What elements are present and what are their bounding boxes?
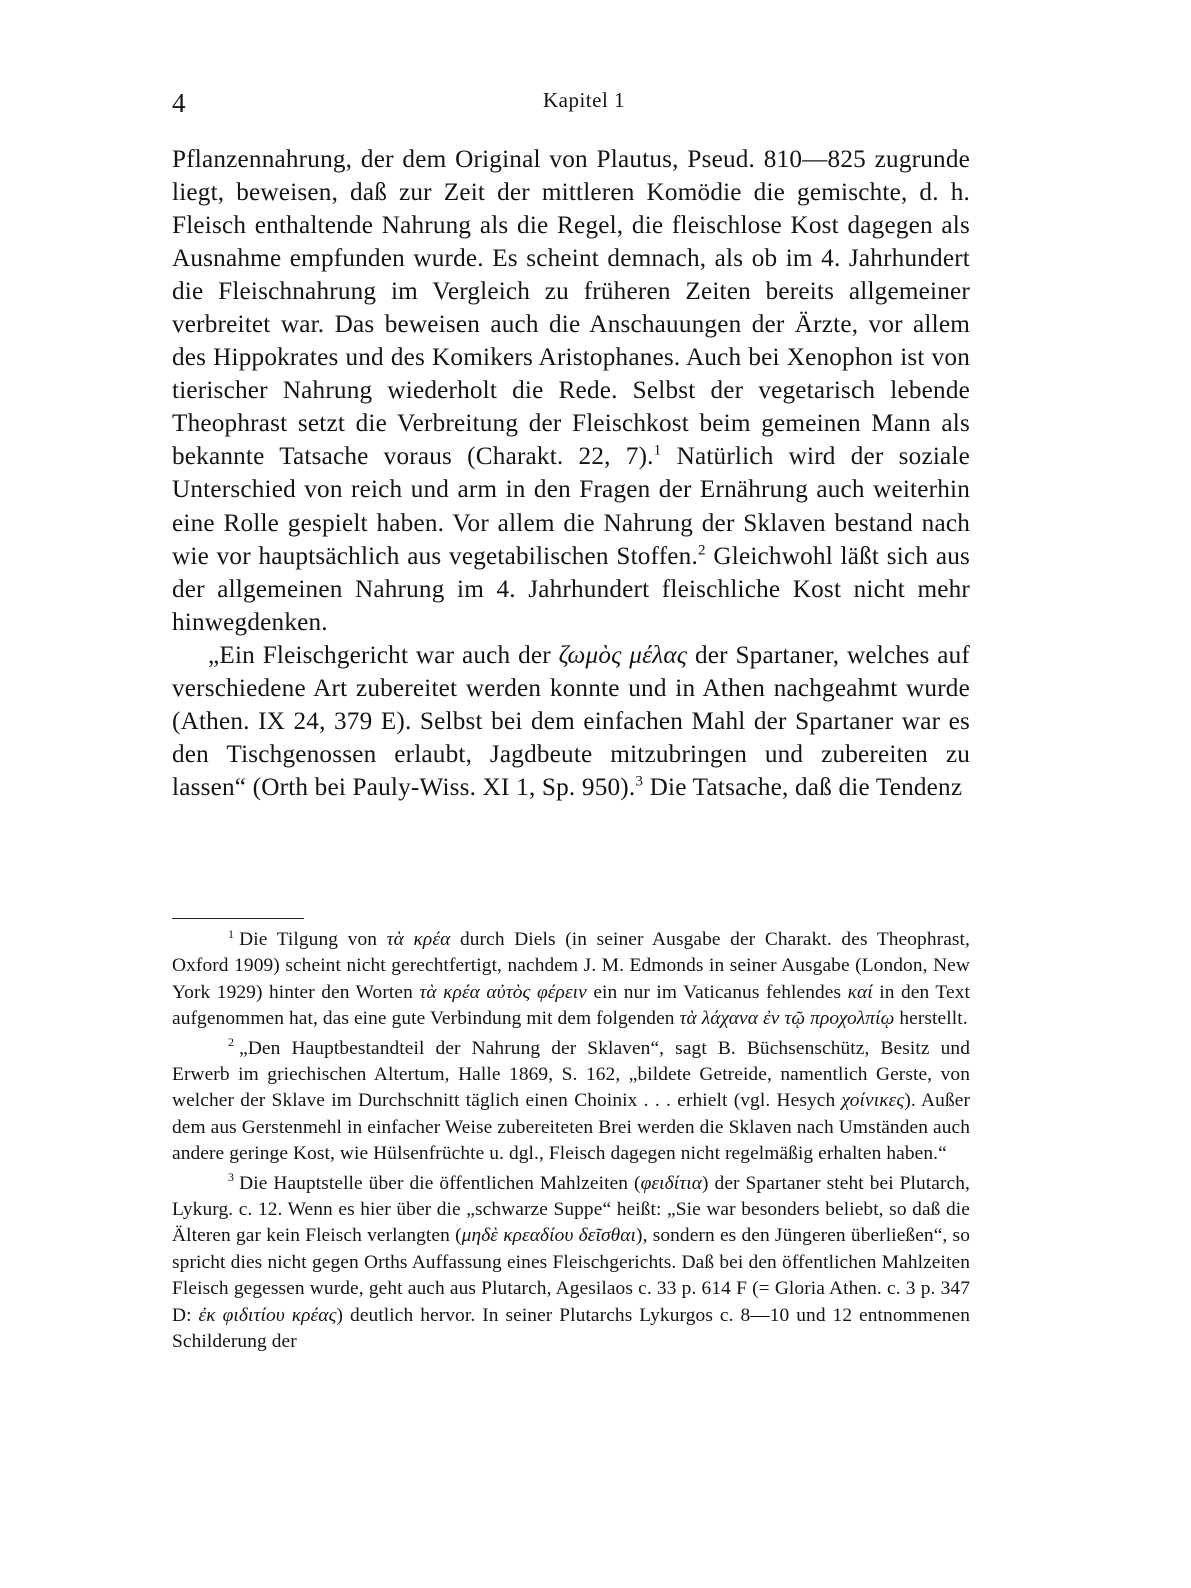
footnote-1-greek-2: τὰ κρέα αὐτὸς φέρειν <box>419 981 587 1003</box>
footnote-ref-1: 1 <box>653 443 662 460</box>
footnote-3-greek-2: μηδὲ κρεαδίου δεῖσθαι <box>461 1225 637 1247</box>
footnote-2-text-2: ). Außer dem aus Gerstenmehl in einfacher Weise zubereiteten Brei werden die Sklaven nach Umständen auch andere geringe Kost, wie Hülsenfrüchte u. dgl., Fleisch dagegen nicht regelmäßig erhalten haben.“ <box>172 1090 970 1165</box>
paragraph-1-text-b: Natürlich wird der soziale Unterschied von reich und arm in den Fragen der Ernährung auch weiterhin eine Rolle gespielt haben. Vor allem die Nahrung der Sklaven bestand nach wie vor hauptsächlich aus vegetabilischen Stoffen. <box>172 443 970 570</box>
footnote-3 <box>172 1171 970 1356</box>
footnote-ref-2: 2 <box>697 542 706 559</box>
footnote-3-text-1: Die Hauptstelle über die öffentlichen Mahlzeiten ( <box>239 1172 641 1194</box>
greek-phrase: ζωμὸς μέλας <box>558 641 688 669</box>
footnote-ref-3: 3 <box>635 773 644 790</box>
running-title: Kapitel 1 <box>542 88 626 112</box>
footnote-2-greek-1: χοίνικες <box>841 1090 905 1112</box>
footnote-3-mark: 3 <box>228 1170 235 1185</box>
footnote-1-mark: 1 <box>228 926 235 941</box>
paragraph-2 <box>172 639 970 804</box>
footnote-1-text-3: ein nur im Vaticanus fehlendes <box>586 981 848 1003</box>
footnote-1-text-1: Die Tilgung von <box>239 929 387 950</box>
paragraph-2-text-b: der Spartaner, welches auf verschiedene Art zubereitet werden konnte und in Athen nachgeahmt wurde (Athen. IX 24, 379 E). Selbst bei dem einfachen Mahl der Spartaner war es den Tischgenossen erlaubt, Jagdbeute mitzubringen und zubereiten zu lassen“ (Orth bei Pauly-Wiss. XI 1, Sp. 950). <box>172 641 970 801</box>
footnote-3-text-2: ) der Spartaner steht bei Plutarch, Lykurg. c. 12. Wenn es hier über die „schwarze Suppe“ heißt: „Sie war besonders beliebt, so daß die Älteren gar kein Fleisch verlangten ( <box>172 1172 971 1247</box>
footnote-3-greek-3: ἐκ φιδιτίου κρέας <box>198 1304 337 1326</box>
footnote-1-text-5: herstellt. <box>894 1008 968 1030</box>
footnote-2-text-1: „Den Hauptbestandteil der Nahrung der Sklaven“, sagt B. Büchsenschütz, Besitz und Erwerb im griechischen Altertum, Halle 1869, S. 162, „bildete Getreide, namentlich Gerste, von welcher der Sklave im Durchschnitt täglich einen Choinix . . . erhielt (vgl. Hesych <box>172 1037 970 1112</box>
footnote-divider <box>172 918 304 919</box>
footnote-3-greek-1: φειδίτια <box>640 1172 703 1194</box>
footnote-1-text-2: durch Diels (in seiner Ausgabe der Charakt. des Theophrast, Oxford 1909) scheint nicht gerechtfertigt, nachdem J. M. Edmonds in seiner Ausgabe (London, New York 1929) hinter den Worten <box>172 929 970 1003</box>
footnote-2-mark: 2 <box>228 1035 235 1050</box>
footnote-3-text-3: ), sondern es den Jüngeren überließen“, so spricht dies nicht gegen Orths Auffassung eines Fleischgerichts. Daß bei den öffentlichen Mahlzeiten Fleisch gegessen wurde, geht auch aus Plutarch, Agesilaos c. 33 p. 614 F (= Gloria Athen. c. 3 p. 347 D: <box>172 1225 970 1326</box>
footnote-1 <box>172 927 970 1033</box>
paragraph-1-text-a: Pflanzennahrung, der dem Original von Plautus, Pseud. 810—825 zugrunde liegt, beweisen, daß zur Zeit der mittleren Komödie die gemischte, d. h. Fleisch enthaltende Nahrung als die Regel, die fleischlose Kost dagegen als Ausnahme empfunden wurde. Es scheint demnach, als ob im 4. Jahrhundert die Fleischnahrung im Vergleich zu früheren Zeiten bereits allgemeiner verbreitet war. Das beweisen auch die Anschauungen der Ärzte, vor allem des Hippokrates und des Komikers Aristophanes. Auch bei Xenophon ist von tierischer Nahrung wiederholt die Rede. Selbst der vegetarisch lebende Theophrast setzt die Verbreitung der Fleischkost beim gemeinen Mann als bekannte Tatsache voraus (Charakt. 22, 7). <box>172 146 970 471</box>
page-header <box>172 88 972 120</box>
footnote-2 <box>172 1036 970 1168</box>
footnotes <box>172 927 970 1359</box>
footnote-1-text-4: in den Text aufgenommen hat, das eine gute Verbindung mit dem folgenden <box>172 981 970 1030</box>
paragraph-1 <box>172 143 970 639</box>
footnote-1-greek-3: καί <box>847 981 873 1003</box>
paragraph-2-text-c: Die Tatsache, daß die Tendenz <box>643 773 963 801</box>
footnote-3-text-4: ) deutlich hervor. In seiner Plutarchs Lykurgos c. 8—10 und 12 entnommenen Schilderung der <box>172 1304 970 1353</box>
paragraph-2-text-a: „Ein Fleischgericht war auch der <box>208 641 559 669</box>
page-number: 4 <box>172 88 186 118</box>
footnote-1-greek-1: τὰ κρέα <box>386 929 451 950</box>
paragraph-1-text-c: Gleichwohl läßt sich aus der allgemeinen Nahrung im 4. Jahrhundert fleischliche Kost nicht mehr hinwegdenken. <box>172 542 970 636</box>
main-text <box>172 143 970 804</box>
footnote-1-greek-4: τὰ λάχανα ἐν τῷ προχολπίῳ <box>679 1008 895 1030</box>
